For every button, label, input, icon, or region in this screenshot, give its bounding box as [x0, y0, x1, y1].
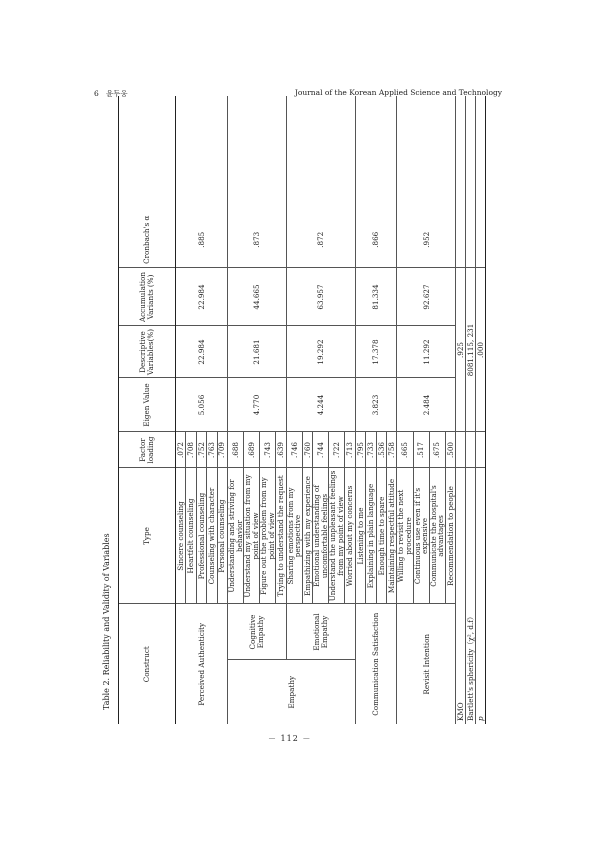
- kmo-value: .925: [456, 268, 466, 432]
- construct-revisit-intention: Revisit Intention: [397, 604, 456, 724]
- type-cell: Counseling with character: [207, 468, 217, 604]
- col-header-construct: Construct: [119, 604, 176, 724]
- table-container: [100, 96, 498, 724]
- type-cell: Trying to understand the request: [276, 468, 286, 604]
- loading-cell: .760: [302, 432, 312, 468]
- kmo-label: KMO: [456, 468, 466, 724]
- eigen-cell: 5.056: [176, 378, 228, 432]
- loading-cell: .675: [429, 432, 445, 468]
- loading-cell: .722: [329, 432, 345, 468]
- type-cell: Communicate the hospital's advantages: [429, 468, 445, 604]
- descriptive-cell: 11.292: [397, 326, 456, 378]
- loading-cell: .688: [227, 432, 243, 468]
- construct-emotional-empathy: Emotional Empathy: [286, 604, 355, 660]
- loading-cell: .763: [207, 432, 217, 468]
- header-author: 윤두웅: [105, 89, 128, 98]
- p-value: .000: [476, 268, 486, 432]
- construct-cognitive-empathy: Cognitive Empathy: [227, 604, 286, 660]
- loading-cell: .746: [286, 432, 302, 468]
- type-cell: Understanding and striving for behavior: [227, 468, 243, 604]
- alpha-cell: .866: [355, 212, 397, 268]
- loading-cell: .072: [176, 432, 186, 468]
- loading-cell: .743: [260, 432, 276, 468]
- descriptive-cell: 17.378: [355, 326, 397, 378]
- loading-cell: .752: [196, 432, 206, 468]
- col-header-descriptive: Descriptive Variables(%): [119, 326, 176, 378]
- eigen-cell: 3.823: [355, 378, 397, 432]
- table-title: Table 2. Reliability and Validity of Variables: [102, 533, 111, 710]
- running-header-journal: Journal of the Korean Applied Science and Technology: [294, 88, 502, 97]
- type-cell: Willing to revisit the next procedure: [397, 468, 413, 604]
- type-cell: Maintaining respectful attitude: [387, 468, 397, 604]
- descriptive-cell: 19.292: [286, 326, 355, 378]
- loading-cell: .795: [355, 432, 365, 468]
- alpha-cell: .885: [176, 212, 228, 268]
- type-cell: Emotional understanding of uncomfortable feelings: [313, 468, 329, 604]
- accumulation-cell: 92.627: [397, 268, 456, 326]
- construct-perceived-authenticity: Perceived Authenticity: [196, 622, 206, 706]
- page-number: － 112 －: [268, 734, 312, 743]
- alpha-cell: .873: [227, 212, 286, 268]
- alpha-cell: .952: [397, 212, 456, 268]
- loading-cell: .639: [276, 432, 286, 468]
- loading-cell: .689: [244, 432, 260, 468]
- type-cell: Recommendation to people: [445, 468, 455, 604]
- accumulation-cell: 44.665: [227, 268, 286, 326]
- col-header-type: Type: [119, 468, 176, 604]
- type-cell: Explaining in plain language: [366, 468, 376, 604]
- bartlett-value: 8081.115, 231: [466, 268, 476, 432]
- loading-cell: .744: [313, 432, 329, 468]
- accumulation-cell: 22.984: [176, 268, 228, 326]
- loading-cell: .708: [186, 432, 196, 468]
- accumulation-cell: 63.957: [286, 268, 355, 326]
- type-cell: Heartfelt counseling: [186, 468, 196, 604]
- loading-cell: .733: [366, 432, 376, 468]
- type-cell: Personal counseling: [217, 468, 227, 604]
- loading-cell: .536: [376, 432, 386, 468]
- col-header-eigen: Eigen Value: [119, 378, 176, 432]
- reliability-table: [118, 96, 486, 724]
- type-cell: Understand the unpleasant feelings from my point of view: [329, 468, 345, 604]
- type-cell: Continuous use even if it's expensive: [413, 468, 429, 604]
- type-cell: Sincere counseling: [176, 468, 186, 604]
- alpha-cell: .872: [286, 212, 355, 268]
- col-header-alpha: Cronbach's α: [119, 212, 176, 268]
- loading-cell: .517: [413, 432, 429, 468]
- bartlett-label: Bartlett's sphericity（χ², d.f）: [466, 468, 476, 724]
- loading-cell: .500: [445, 432, 455, 468]
- loading-cell: .665: [397, 432, 413, 468]
- type-cell: Empathizing with my experience: [302, 468, 312, 604]
- type-cell: Figure out the problem from my point of view: [260, 468, 276, 604]
- type-cell: Understand my situation from my point of view: [244, 468, 260, 604]
- type-cell: Professional counseling: [196, 468, 206, 604]
- eigen-cell: 4.770: [227, 378, 286, 432]
- col-header-blank: [119, 96, 176, 212]
- construct-empathy: Empathy: [227, 660, 355, 724]
- rotated-table-area: [100, 96, 498, 724]
- loading-cell: .709: [217, 432, 227, 468]
- eigen-cell: 4.244: [286, 378, 355, 432]
- accumulation-cell: 81.334: [355, 268, 397, 326]
- construct-communication-satisfaction: Communication Satisfaction: [355, 604, 397, 724]
- type-cell: Sharing emotions from my perspective: [286, 468, 302, 604]
- col-header-accumulation: Accumulation Variants (%): [119, 268, 176, 326]
- descriptive-cell: 22.984: [176, 326, 228, 378]
- eigen-cell: 2.484: [397, 378, 456, 432]
- loading-cell: .713: [345, 432, 355, 468]
- type-cell: Enough time to spare: [376, 468, 386, 604]
- loading-cell: .758: [387, 432, 397, 468]
- header-page-label: 6: [94, 89, 99, 98]
- col-header-factor-loading: Factor loading: [119, 432, 176, 468]
- type-cell: Listening to me: [355, 468, 365, 604]
- p-label: p: [476, 468, 486, 724]
- type-cell: Worried about my concerns: [345, 468, 355, 604]
- descriptive-cell: 21.681: [227, 326, 286, 378]
